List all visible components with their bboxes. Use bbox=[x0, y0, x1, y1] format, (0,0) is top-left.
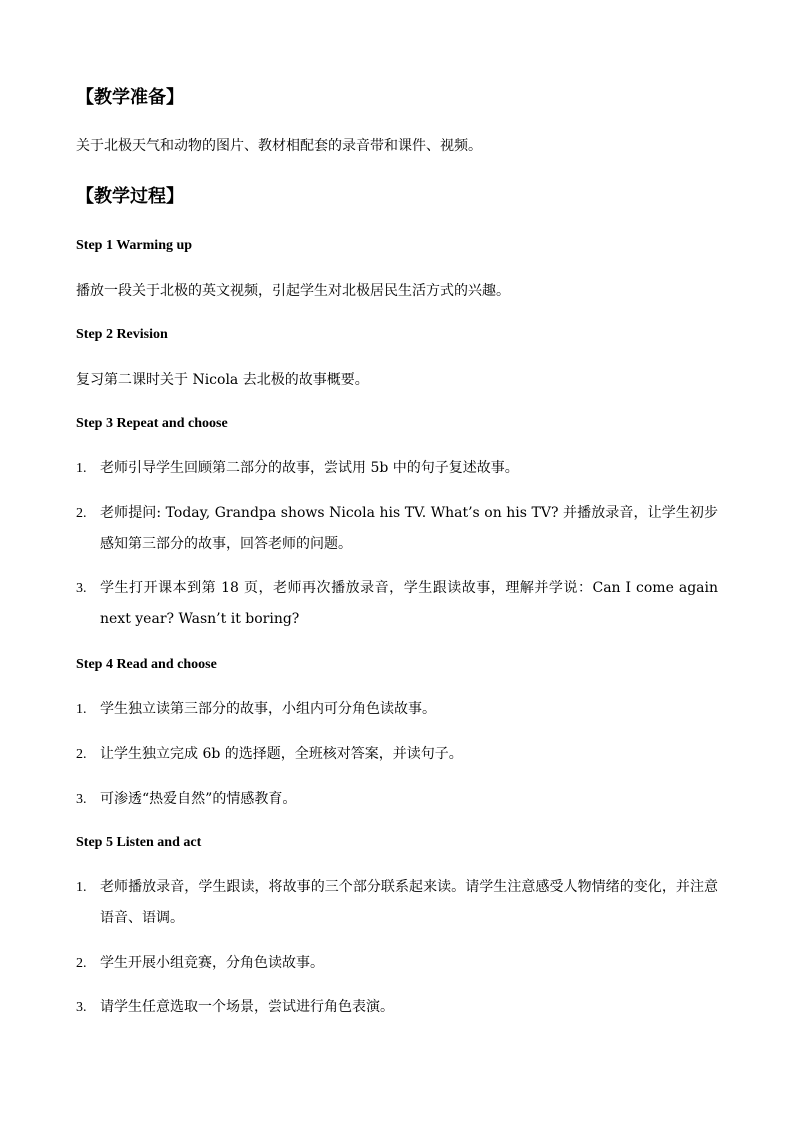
list-item bbox=[76, 872, 718, 934]
list-item bbox=[76, 948, 718, 979]
list-number: 3. bbox=[76, 1000, 87, 1015]
list-number: 1. bbox=[76, 880, 87, 895]
list-number: 3. bbox=[76, 792, 87, 807]
preparation-text: 关于北极天气和动物的图片、教材相配套的录音带和课件、视频。 bbox=[76, 138, 482, 154]
list-number: 1. bbox=[76, 461, 87, 476]
step-2-text: 复习第二课时关于 Nicola 去北极的故事概要。 bbox=[76, 372, 369, 388]
step-3-title: Step 3 Repeat and choose bbox=[76, 416, 228, 431]
section-heading-process: 【教学过程】 bbox=[76, 186, 184, 207]
list-item bbox=[76, 453, 718, 484]
section-heading-preparation: 【教学准备】 bbox=[76, 87, 184, 108]
list-text: 学生打开课本到第 18 页，老师再次播放录音，学生跟读故事，理解并学说：Can I come again next year? Wasn’t it boring? bbox=[100, 580, 718, 627]
step-5-title: Step 5 Listen and act bbox=[76, 835, 202, 850]
list-number: 1. bbox=[76, 702, 87, 717]
step-1-text: 播放一段关于北极的英文视频，引起学生对北极居民生活方式的兴趣。 bbox=[76, 283, 510, 299]
list-number: 2. bbox=[76, 506, 87, 521]
list-text: 老师引导学生回顾第二部分的故事，尝试用 5b 中的句子复述故事。 bbox=[100, 460, 519, 476]
list-item bbox=[76, 498, 718, 560]
list-item bbox=[76, 739, 718, 770]
step-1-title: Step 1 Warming up bbox=[76, 238, 193, 253]
list-item bbox=[76, 573, 718, 635]
list-text: 让学生独立完成 6b 的选择题，全班核对答案，并读句子。 bbox=[100, 746, 463, 762]
list-number: 2. bbox=[76, 956, 87, 971]
list-item bbox=[76, 992, 718, 1023]
list-text: 可渗透“热爱自然”的情感教育。 bbox=[100, 791, 297, 807]
step-2-title: Step 2 Revision bbox=[76, 327, 168, 342]
list-text: 学生开展小组竞赛，分角色读故事。 bbox=[100, 955, 324, 971]
list-number: 3. bbox=[76, 581, 87, 596]
list-item bbox=[76, 694, 718, 725]
list-text: 学生独立读第三部分的故事，小组内可分角色读故事。 bbox=[100, 701, 436, 717]
list-text: 老师提问: Today, Grandpa shows Nicola his TV. What’s on his TV? 并播放录音，让学生初步感知第三部分的故事，回答老师的问题。 bbox=[100, 505, 718, 552]
list-number: 2. bbox=[76, 747, 87, 762]
list-text: 请学生任意选取一个场景，尝试进行角色表演。 bbox=[100, 999, 394, 1015]
step-4-title: Step 4 Read and choose bbox=[76, 657, 217, 672]
list-text: 老师播放录音，学生跟读，将故事的三个部分联系起来读。请学生注意感受人物情绪的变化，并注意语音、语调。 bbox=[100, 879, 718, 926]
list-item bbox=[76, 784, 718, 815]
